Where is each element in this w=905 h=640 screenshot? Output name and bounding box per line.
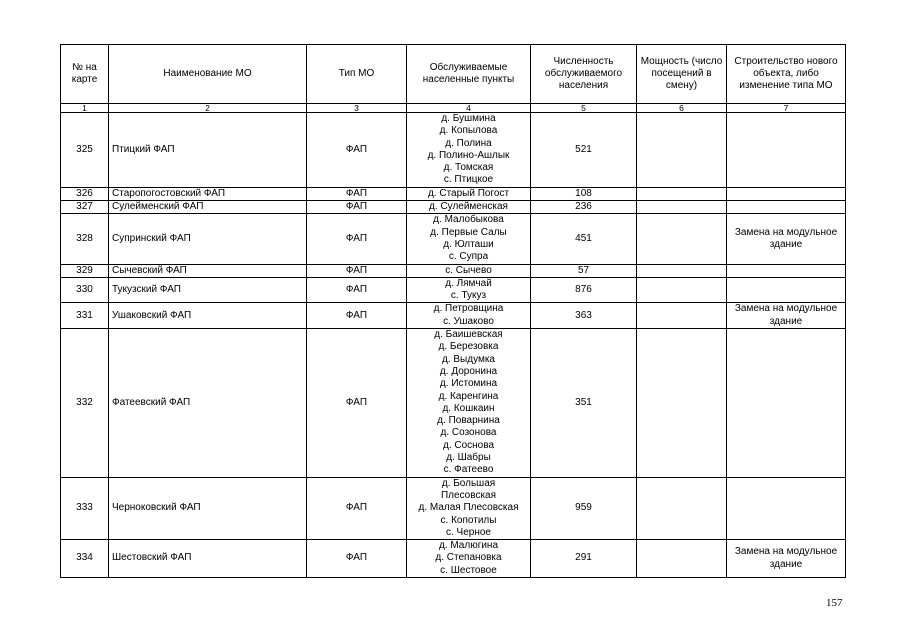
column-number: 7 (727, 104, 846, 113)
header-map-number: № на карте (61, 45, 109, 104)
column-number: 5 (531, 104, 637, 113)
population-cell: 291 (531, 540, 637, 578)
settlement-item: д. Первые Салы (430, 226, 507, 238)
settlements-cell (407, 214, 531, 264)
header-population: Численность обслуживаемого населения (531, 45, 637, 104)
table-row (61, 477, 846, 539)
facility-type-cell: ФАП (307, 113, 407, 188)
table-body (61, 113, 846, 578)
construction-cell (727, 113, 846, 188)
population-cell: 521 (531, 113, 637, 188)
capacity-cell (637, 214, 727, 264)
header-construction: Строительство нового объекта, либо изменение типа МО (727, 45, 846, 104)
settlement-item: д. Лямчай (445, 277, 492, 289)
construction-cell (727, 477, 846, 539)
settlement-item: д. Петровщина (433, 303, 504, 315)
settlement-item: с. Птицкое (443, 174, 494, 186)
settlement-item: д. Шабры (446, 452, 491, 464)
settlements-cell (407, 477, 531, 539)
capacity-cell (637, 303, 727, 329)
table-row (61, 540, 846, 578)
table-row (61, 113, 846, 188)
map-number-cell: 330 (61, 277, 109, 303)
settlement-item: д. Доронина (439, 365, 498, 377)
page-number: 157 (826, 597, 843, 609)
facility-type-cell: ФАП (307, 303, 407, 329)
capacity-cell (637, 187, 727, 200)
facility-type-cell: ФАП (307, 214, 407, 264)
settlement-item: с. Сычево (445, 264, 492, 276)
facility-name-cell: Старопогостовский ФАП (109, 187, 307, 200)
capacity-cell (637, 329, 727, 478)
settlements-cell (407, 540, 531, 578)
settlements-cell (407, 264, 531, 277)
population-cell: 57 (531, 264, 637, 277)
table-row (61, 201, 846, 214)
construction-cell: Замена на модульное здание (727, 214, 846, 264)
construction-cell (727, 264, 846, 277)
settlement-item: д. Сулейменская (429, 201, 508, 213)
table-row (61, 264, 846, 277)
settlement-item: с. Тукуз (450, 290, 487, 302)
settlement-item: д. Каренгина (438, 390, 499, 402)
facility-name-cell: Фатеевский ФАП (109, 329, 307, 478)
settlement-item: с. Фатеево (443, 464, 494, 476)
settlements-cell (407, 201, 531, 214)
header-settlements: Обслуживаемые населенные пункты (407, 45, 531, 104)
capacity-cell (637, 113, 727, 188)
column-number: 1 (61, 104, 109, 113)
map-number-cell: 325 (61, 113, 109, 188)
facility-name-cell: Черноковский ФАП (109, 477, 307, 539)
settlement-item: д. Кошкаин (442, 402, 495, 414)
table-row (61, 277, 846, 303)
facility-type-cell: ФАП (307, 540, 407, 578)
facility-type-cell: ФАП (307, 201, 407, 214)
column-number-row (61, 104, 846, 113)
column-number: 6 (637, 104, 727, 113)
map-number-cell: 333 (61, 477, 109, 539)
capacity-cell (637, 201, 727, 214)
settlement-item: с. Черное (446, 526, 491, 538)
settlement-item: д. Бушмина (441, 113, 496, 124)
settlement-item: с. Супра (448, 251, 489, 263)
settlement-item: д. Старый Погост (427, 187, 510, 199)
settlement-item: Плесовская (440, 489, 497, 501)
construction-cell: Замена на модульное здание (727, 540, 846, 578)
population-cell: 451 (531, 214, 637, 264)
settlement-item: д. Копылова (439, 125, 498, 137)
settlements-cell (407, 277, 531, 303)
settlement-item: д. Степановка (435, 552, 502, 564)
facility-name-cell: Шестовский ФАП (109, 540, 307, 578)
population-cell: 363 (531, 303, 637, 329)
construction-cell (727, 277, 846, 303)
table-row (61, 329, 846, 478)
capacity-cell (637, 277, 727, 303)
settlement-item: с. Шестовое (440, 564, 497, 576)
settlement-item: д. Малая Плесовская (418, 502, 519, 514)
facility-type-cell: ФАП (307, 264, 407, 277)
settlement-item: д. Созонова (440, 427, 497, 439)
column-number: 4 (407, 104, 531, 113)
table-header-row (61, 45, 846, 104)
settlement-item: д. Полина (445, 137, 492, 149)
map-number-cell: 332 (61, 329, 109, 478)
header-type: Тип МО (307, 45, 407, 104)
facility-type-cell: ФАП (307, 277, 407, 303)
facility-name-cell: Ушаковский ФАП (109, 303, 307, 329)
settlements-cell (407, 113, 531, 188)
capacity-cell (637, 540, 727, 578)
settlement-item: д. Выдумка (441, 353, 495, 365)
header-name: Наименование МО (109, 45, 307, 104)
settlement-item: д. Большая (441, 477, 496, 489)
construction-cell (727, 187, 846, 200)
map-number-cell: 327 (61, 201, 109, 214)
settlement-item: д. Малюгина (438, 540, 499, 552)
settlement-item: д. Полино-Ашлык (427, 149, 510, 161)
settlement-item: с. Копотилы (440, 514, 497, 526)
map-number-cell: 326 (61, 187, 109, 200)
facility-name-cell: Тукузский ФАП (109, 277, 307, 303)
population-cell: 876 (531, 277, 637, 303)
settlement-item: д. Березовка (438, 341, 499, 353)
table-row (61, 303, 846, 329)
population-cell: 351 (531, 329, 637, 478)
map-number-cell: 328 (61, 214, 109, 264)
facility-name-cell: Сычевский ФАП (109, 264, 307, 277)
column-number: 2 (109, 104, 307, 113)
facility-name-cell: Супринский ФАП (109, 214, 307, 264)
population-cell: 959 (531, 477, 637, 539)
settlement-item: д. Томская (443, 162, 494, 174)
facilities-table (60, 44, 846, 578)
construction-cell (727, 201, 846, 214)
settlement-item: д. Истомина (439, 378, 498, 390)
settlement-item: д. Малобыкова (433, 214, 504, 226)
population-cell: 108 (531, 187, 637, 200)
settlement-item: д. Баишевская (434, 329, 503, 341)
construction-cell: Замена на модульное здание (727, 303, 846, 329)
settlement-item: д. Поварнина (437, 415, 500, 427)
map-number-cell: 331 (61, 303, 109, 329)
settlement-item: д. Юлташи (443, 238, 494, 250)
table-row (61, 187, 846, 200)
table-row (61, 214, 846, 264)
facility-type-cell: ФАП (307, 329, 407, 478)
construction-cell (727, 329, 846, 478)
settlements-cell (407, 303, 531, 329)
facility-type-cell: ФАП (307, 187, 407, 200)
population-cell: 236 (531, 201, 637, 214)
facility-name-cell: Сулейменский ФАП (109, 201, 307, 214)
header-capacity: Мощность (число посещений в смену) (637, 45, 727, 104)
settlement-item: с. Ушаково (443, 315, 494, 327)
capacity-cell (637, 477, 727, 539)
map-number-cell: 334 (61, 540, 109, 578)
facility-type-cell: ФАП (307, 477, 407, 539)
capacity-cell (637, 264, 727, 277)
facility-name-cell: Птицкий ФАП (109, 113, 307, 188)
settlements-cell (407, 187, 531, 200)
settlements-cell (407, 329, 531, 478)
map-number-cell: 329 (61, 264, 109, 277)
settlement-item: д. Соснова (442, 439, 495, 451)
column-number: 3 (307, 104, 407, 113)
